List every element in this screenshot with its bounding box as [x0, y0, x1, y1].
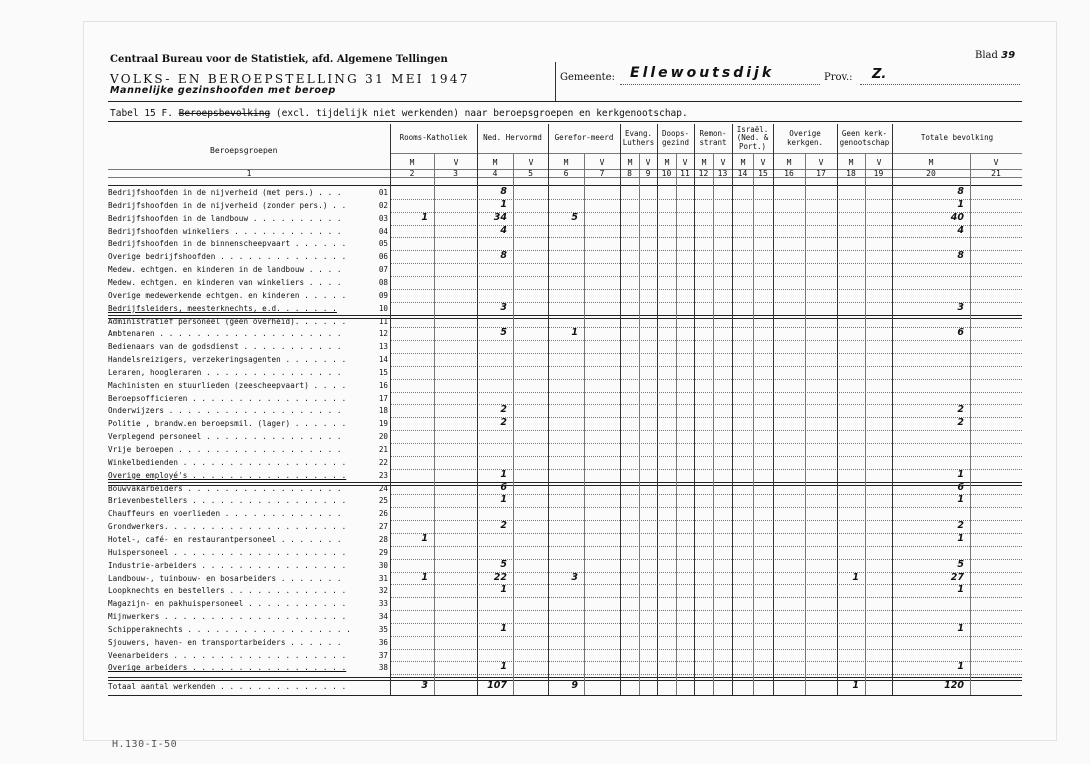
section-rule-23 — [108, 482, 1022, 483]
total-top-rule — [108, 677, 1022, 678]
row-number-07: 07 — [378, 265, 388, 275]
caption-rule — [108, 121, 1022, 122]
row-rule-13 — [390, 353, 1022, 354]
row-label-37: Veenarbeiders . . . . . . . . . . . . . . . . . . . — [108, 650, 347, 660]
column-number-16: 16 — [784, 169, 794, 178]
cell-24-col20: 6 — [957, 481, 964, 493]
column-number-11: 11 — [680, 169, 690, 178]
cell-12-col4: 5 — [500, 327, 507, 339]
mv-label-16: M — [786, 158, 792, 167]
group-vline-2 — [548, 124, 549, 695]
cell-27-col20: 2 — [957, 520, 964, 532]
section-rule-double-10 — [108, 318, 1022, 319]
mv-vline-9 — [970, 153, 971, 695]
cell-03-col2: 1 — [421, 211, 428, 223]
row-label-09: Overige medewerkende echtgen. en kinderen . . . . . — [108, 290, 347, 300]
cell-12-col6: 1 — [571, 327, 578, 339]
row-label-17: Beroepsofficieren . . . . . . . . . . . . . . . . . — [108, 393, 347, 403]
row-label-27: Grondwerkers. . . . . . . . . . . . . . . . . . . . — [108, 522, 347, 532]
cell-10-col20: 3 — [957, 301, 964, 313]
row-rule-38 — [390, 674, 1022, 675]
mv-vline-3 — [639, 153, 640, 695]
group-vline-4 — [657, 124, 658, 695]
mv-label-12: M — [701, 158, 707, 167]
row-number-30: 30 — [378, 560, 388, 570]
cell-28-col20: 1 — [957, 532, 964, 544]
cell-31-col2: 1 — [421, 571, 428, 583]
cell-23-col4: 1 — [500, 468, 507, 480]
cell-03-col20: 40 — [950, 211, 964, 223]
column-number-17: 17 — [816, 169, 826, 178]
group-vline-1 — [477, 124, 478, 695]
column-number-9: 9 — [645, 169, 651, 178]
row-rule-36 — [390, 649, 1022, 650]
row-number-17: 17 — [378, 393, 388, 403]
row-number-35: 35 — [378, 624, 388, 634]
row-number-36: 36 — [378, 637, 388, 647]
row-number-32: 32 — [378, 586, 388, 596]
row-number-15: 15 — [378, 367, 388, 377]
column-number-14: 14 — [737, 169, 748, 178]
row-rule-21 — [390, 456, 1022, 457]
row-rule-20 — [390, 443, 1022, 444]
header-rule — [108, 101, 1022, 102]
row-label-23: Overige employé's . . . . . . . . . . . . . . . . . — [108, 470, 347, 480]
row-label-26: Chauffeurs en voerlieden . . . . . . . . . . . . . — [108, 509, 342, 519]
row-label-13: Bedienaars van de godsdienst . . . . . . . . . . . — [108, 342, 342, 352]
row-rule-12 — [390, 340, 1022, 341]
mv-label-21: V — [993, 158, 999, 167]
row-number-18: 18 — [378, 406, 388, 416]
column-number-3: 3 — [453, 169, 458, 178]
group-header-8: Overige kerkgen. — [786, 129, 824, 147]
row-number-19: 19 — [378, 419, 388, 429]
mv-label-8: M — [627, 158, 633, 167]
header-bottom-rule — [108, 185, 1022, 186]
mv-label-20: M — [928, 158, 934, 167]
row-label-07: Medew. echtgen. en kinderen in de landbouw . . . . — [108, 265, 342, 275]
row-number-31: 31 — [378, 573, 388, 583]
column-number-13: 13 — [717, 169, 728, 178]
gemeente-line — [620, 84, 820, 85]
group-header-10: Totale bevolking — [920, 133, 994, 143]
row-number-22: 22 — [378, 457, 388, 467]
row-number-21: 21 — [378, 445, 388, 454]
cell-12-col20: 6 — [957, 327, 964, 339]
row-label-08: Medew. echtgen. en kinderen van winkeliers . . . . — [108, 277, 342, 287]
mv-vline-0 — [434, 153, 435, 695]
row-label-01: Bedrijfshoofden in de nijverheid (met pers.) . . . — [108, 188, 342, 197]
group-header-2: Ned. Hervormd — [483, 133, 542, 143]
section-rule-10 — [108, 315, 1022, 316]
mv-label-6: M — [563, 158, 569, 167]
mv-vline-8 — [865, 153, 866, 695]
group-vline-7 — [773, 124, 774, 695]
row-number-28: 28 — [378, 534, 388, 544]
row-rule-35 — [390, 636, 1022, 637]
row-number-25: 25 — [378, 496, 388, 506]
row-label-30: Industrie-arbeiders . . . . . . . . . . . . . . . . — [108, 560, 347, 570]
cell-31-col6: 3 — [571, 571, 578, 583]
form-code: H.130-I-50 — [112, 739, 178, 750]
group-vline-9 — [892, 124, 893, 695]
row-number-05: 05 — [378, 239, 388, 249]
column-number-8: 8 — [627, 169, 632, 178]
cell-06-col20: 8 — [957, 250, 964, 262]
cell-23-col20: 1 — [957, 468, 964, 480]
cell-31-col4: 22 — [493, 571, 507, 583]
column-number-5: 5 — [528, 169, 533, 178]
column-number-6: 6 — [563, 169, 569, 178]
row-rule-08 — [390, 289, 1022, 290]
row-number-33: 33 — [378, 599, 388, 609]
cell-02-col4: 1 — [500, 198, 507, 210]
cell-01-col4: 8 — [500, 186, 507, 197]
row-number-08: 08 — [378, 277, 388, 287]
total-cell-col18: 1 — [852, 680, 859, 691]
cell-35-col20: 1 — [957, 622, 964, 634]
row-number-34: 34 — [378, 612, 388, 622]
cell-31-col20: 27 — [950, 571, 964, 583]
province-label: Prov.: — [824, 72, 853, 83]
mv-label-5: V — [528, 158, 534, 167]
row-label-04: Bedrijfshoofden winkeliers . . . . . . . . . . . . — [108, 226, 342, 236]
row-number-23: 23 — [378, 470, 388, 480]
row-label-15: Leraren, hoogleraren . . . . . . . . . . . . . . . — [108, 367, 342, 377]
cell-03-col6: 5 — [571, 211, 578, 223]
header-divider — [555, 62, 556, 102]
row-number-37: 37 — [378, 650, 388, 660]
group-header-5: Doops-gezind — [661, 129, 690, 147]
column-number-15: 15 — [758, 169, 768, 178]
row-label-38: Overige arbeiders . . . . . . . . . . . . . . . . . — [108, 663, 347, 673]
group-vline-8 — [837, 124, 838, 695]
group-vline-3 — [620, 124, 621, 695]
mv-label-17: V — [818, 158, 824, 167]
cell-06-col4: 8 — [500, 250, 507, 262]
row-number-29: 29 — [378, 547, 388, 557]
group-vline-5 — [694, 124, 695, 695]
page-number: Blad 39 — [975, 50, 1016, 61]
group-header-rule — [390, 153, 1022, 154]
column-number-21: 21 — [991, 169, 1001, 178]
group-header-3: Gerefor-meerd — [554, 133, 614, 143]
mv-vline-1 — [513, 153, 514, 695]
cell-31-col18: 1 — [852, 571, 859, 583]
row-label-11: Administratief personeel (geen overheid). . . . . . — [108, 316, 347, 326]
column-number-19: 19 — [873, 169, 884, 178]
row-number-12: 12 — [378, 329, 388, 339]
group-header-9: Geen kerk-genootschap — [839, 129, 890, 147]
mv-vline-7 — [805, 153, 806, 695]
gemeente-value: Ellewoutsdijk — [630, 65, 775, 81]
mv-label-14: M — [740, 158, 746, 167]
cell-10-col4: 3 — [500, 301, 507, 313]
row-label-19: Politie , brandw.en beroepsmil. (lager) . . . . . . — [108, 419, 347, 429]
row-label-24: Bouwvakarbeiders . . . . . . . . . . . . . . . . . — [108, 483, 342, 493]
row-label-12: Ambtenaren . . . . . . . . . . . . . . . . . . . . — [108, 329, 342, 339]
row-label-10: Bedrijfsleiders, meesterknechts, e.d. . . . . . . — [108, 303, 337, 313]
row-number-24: 24 — [378, 483, 388, 493]
row-number-27: 27 — [378, 522, 388, 532]
column-number-4: 4 — [492, 169, 498, 178]
total-cell-col20: 120 — [944, 680, 964, 691]
row-label-32: Loopknechts en bestellers . . . . . . . . . . . . . — [108, 586, 347, 596]
row-label-02: Bedrijfshoofden in de nijverheid (zonder pers.) . . — [108, 200, 347, 210]
row-number-10: 10 — [378, 303, 388, 313]
row-number-16: 16 — [378, 380, 388, 390]
row-label-21: Vrije beroepen . . . . . . . . . . . . . . . . . . — [108, 445, 342, 454]
row-label-28: Hotel-, café- en restaurantpersoneel . . . . . . . — [108, 534, 342, 544]
row-number-02: 02 — [378, 200, 388, 210]
bureau-name: Centraal Bureau voor de Statistiek, afd. Algemene Tellingen — [110, 54, 448, 65]
mv-label-11: V — [682, 158, 688, 167]
cell-25-col20: 1 — [957, 494, 964, 506]
row-label-05: Bedrijfshoofden in de binnenscheepvaart . . . . . . — [108, 239, 347, 249]
row-label-25: Brievenbestellers . . . . . . . . . . . . . . . . . — [108, 496, 347, 506]
row-rule-19 — [390, 430, 1022, 431]
mv-label-9: V — [645, 158, 651, 167]
column-number-2: 2 — [409, 169, 415, 178]
mv-label-3: V — [453, 158, 459, 167]
row-rule-33 — [390, 610, 1022, 611]
mv-label-7: V — [599, 158, 605, 167]
mv-label-19: V — [876, 158, 882, 167]
total-cell-col6: 9 — [571, 680, 578, 691]
group-header-6: Remon-strant — [699, 129, 727, 147]
mv-vline-2 — [584, 153, 585, 695]
row-number-20: 20 — [378, 432, 388, 442]
cell-32-col20: 1 — [957, 584, 964, 596]
row-number-11: 11 — [378, 316, 388, 326]
cell-04-col20: 4 — [957, 224, 964, 236]
group-vline-6 — [732, 124, 733, 695]
row-rule-06 — [390, 263, 1022, 264]
group-vline-0 — [390, 124, 391, 695]
table-bottom-rule — [108, 695, 1022, 696]
row-number-14: 14 — [378, 355, 388, 365]
cell-27-col4: 2 — [500, 520, 507, 532]
cell-30-col20: 5 — [957, 558, 964, 570]
mv-label-13: V — [720, 158, 726, 167]
column-number-10: 10 — [661, 169, 672, 178]
row-label-34: Mijnwerkers . . . . . . . . . . . . . . . . . . . . — [108, 612, 347, 622]
mv-label-18: M — [848, 158, 854, 167]
row-number-26: 26 — [378, 509, 388, 519]
cell-18-col20: 2 — [957, 404, 964, 416]
cell-38-col4: 1 — [500, 661, 507, 673]
cell-35-col4: 1 — [500, 622, 507, 634]
beroepsgroepen-header: Beroepsgroepen — [210, 146, 278, 155]
row-rule-25 — [390, 507, 1022, 508]
cell-28-col2: 1 — [421, 532, 428, 544]
row-label-03: Bedrijfshoofden in de landbouw . . . . . . . . . . — [108, 213, 342, 223]
gemeente-label: Gemeente: — [560, 72, 615, 83]
province-line — [860, 84, 1020, 85]
total-cell-col4: 107 — [487, 680, 507, 691]
column-number-7: 7 — [599, 169, 605, 178]
mv-label-4: M — [492, 158, 498, 167]
mv-label-15: V — [760, 158, 766, 167]
cell-19-col4: 2 — [500, 417, 507, 429]
row-number-09: 09 — [378, 290, 388, 300]
group-header-7: Israël. (Ned. & Port.) — [736, 124, 769, 151]
total-cell-col2: 3 — [421, 680, 428, 691]
mv-vline-5 — [713, 153, 714, 695]
row-label-33: Magazijn- en pakhuispersoneel . . . . . . . . . . . — [108, 599, 347, 609]
cell-01-col20: 8 — [957, 186, 964, 197]
row-rule-14 — [390, 366, 1022, 367]
mv-vline-6 — [753, 153, 754, 695]
row-label-35: Schipperaknechts . . . . . . . . . . . . . . . . . . — [108, 624, 351, 634]
mv-label-2: M — [409, 158, 415, 167]
row-label-22: Winkelbedienden . . . . . . . . . . . . . . . . . . — [108, 457, 347, 467]
census-subtitle: Mannelijke gezinshoofden met beroep — [110, 85, 336, 96]
cell-02-col20: 1 — [957, 198, 964, 210]
row-label-18: Onderwijzers . . . . . . . . . . . . . . . . . . . — [108, 406, 342, 416]
row-rule-07 — [390, 276, 1022, 277]
cell-03-col4: 34 — [493, 211, 507, 223]
column-number-1: 1 — [246, 169, 252, 178]
cell-25-col4: 1 — [500, 494, 507, 506]
row-label-14: Handelsreizigers, verzekeringsagenten . . . . . . . — [108, 355, 347, 365]
column-number-18: 18 — [846, 169, 856, 178]
column-number-20: 20 — [926, 169, 936, 178]
column-number-12: 12 — [698, 169, 709, 178]
row-number-01: 01 — [378, 188, 388, 197]
row-rule-32 — [390, 597, 1022, 598]
province-value: Z. — [872, 67, 887, 82]
row-number-38: 38 — [378, 663, 388, 673]
row-rule-16 — [390, 392, 1022, 393]
row-number-04: 04 — [378, 226, 388, 236]
row-number-13: 13 — [378, 342, 388, 352]
cell-38-col20: 1 — [957, 661, 964, 673]
row-number-06: 06 — [378, 252, 388, 262]
row-label-06: Overige bedrijfshoofden . . . . . . . . . . . . . . — [108, 252, 347, 262]
group-header-1: Rooms-Katholiek — [399, 133, 468, 143]
cell-32-col4: 1 — [500, 584, 507, 596]
table-caption: Tabel 15 F. Beroepsbevolking (excl. tijdelijk niet werkenden) naar beroepsgroepen en kerkgenootschap. — [110, 108, 688, 119]
mv-vline-4 — [676, 153, 677, 695]
cell-30-col4: 5 — [500, 558, 507, 570]
row-label-29: Huispersoneel . . . . . . . . . . . . . . . . . . . — [108, 547, 347, 557]
row-label-31: Landbouw-, tuinbouw- en bosarbeiders . . . . . . . — [108, 573, 342, 583]
section-rule-double-23 — [108, 485, 1022, 486]
cell-24-col4: 6 — [500, 481, 507, 493]
row-label-16: Machinisten en stuurlieden (zeescheepvaart) . . . . — [108, 380, 347, 390]
row-number-03: 03 — [378, 213, 388, 223]
total-row-label: Totaal aantal werkenden . . . . . . . . . . . . . . — [108, 682, 347, 691]
cell-19-col20: 2 — [957, 417, 964, 429]
row-label-20: Verplegend personeel . . . . . . . . . . . . . . . — [108, 432, 342, 442]
cell-18-col4: 2 — [500, 404, 507, 416]
row-rule-04 — [390, 237, 1022, 238]
row-rule-15 — [390, 379, 1022, 380]
row-rule-28 — [390, 546, 1022, 547]
group-header-4: Evang. Luthers — [622, 129, 655, 147]
census-title: VOLKS- EN BEROEPSTELLING 31 MEI 1947 — [110, 72, 470, 86]
cell-04-col4: 4 — [500, 224, 507, 236]
row-label-36: Sjouwers, haven- en transportarbeiders . . . . . . — [108, 637, 342, 647]
mv-label-10: M — [664, 158, 670, 167]
